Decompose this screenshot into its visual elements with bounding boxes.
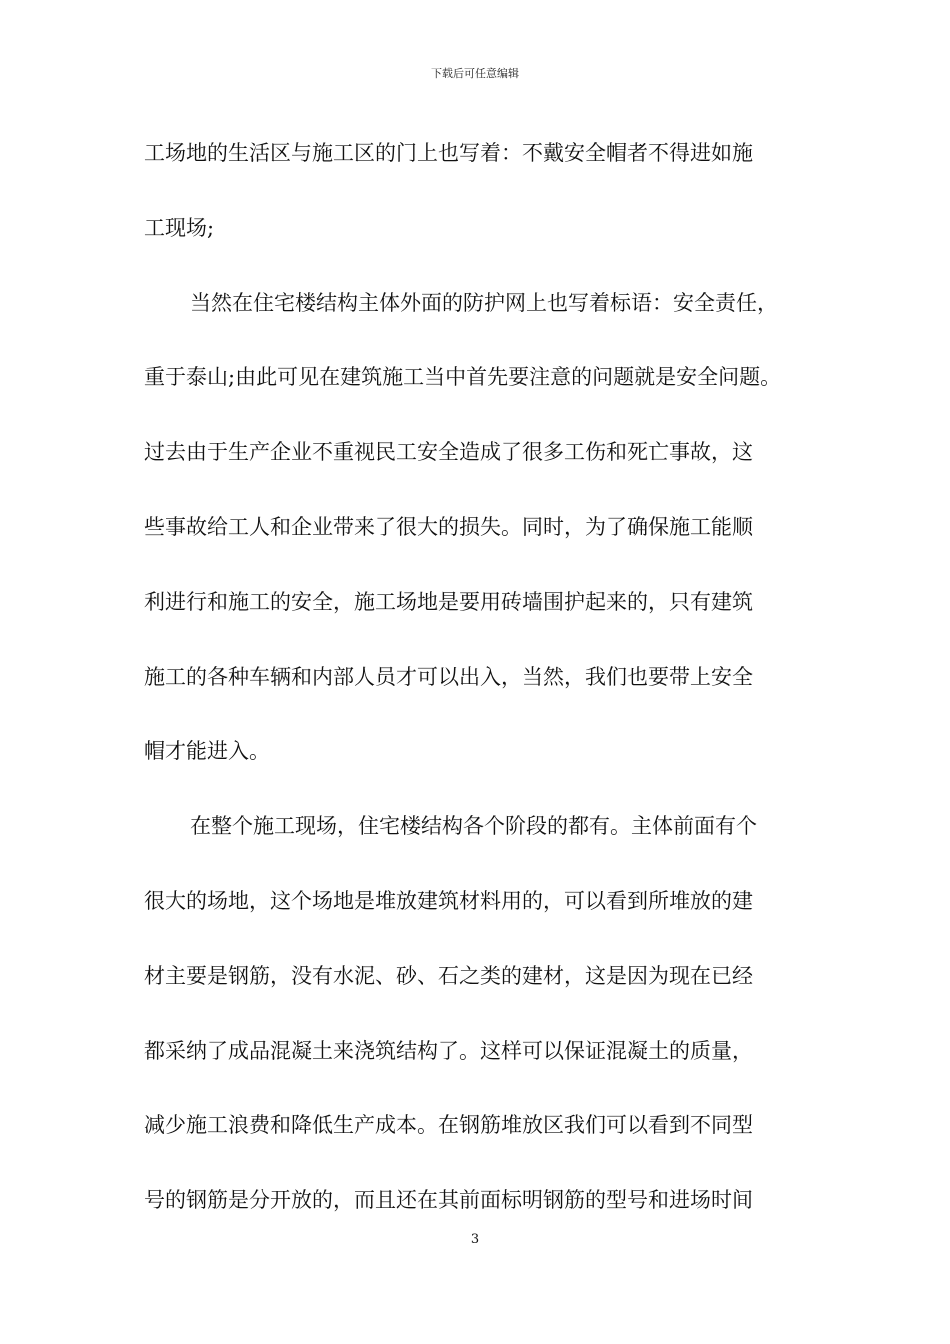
- text-line: 号的钢筋是分开放的，而且还在其前面标明钢筋的型号和进场时间: [144, 1188, 753, 1213]
- text-line: 都采纳了成品混凝土来浇筑结构了。这样可以保证混凝土的质量，: [144, 1038, 753, 1063]
- paragraph-start-line: 在整个施工现场，住宅楼结构各个阶段的都有。主体前面有个: [190, 814, 757, 839]
- text-line: 施工的各种车辆和内部人员才可以出入，当然，我们也要带上安全: [144, 664, 753, 689]
- page-header: 下载后可任意编辑: [431, 67, 519, 80]
- text-line: 些事故给工人和企业带来了很大的损失。同时，为了确保施工能顺: [144, 514, 753, 539]
- text-line: 帽才能进入。: [144, 739, 270, 764]
- text-line: 利进行和施工的安全，施工场地是要用砖墙围护起来的，只有建筑: [144, 589, 753, 614]
- text-line: 重于泰山;由此可见在建筑施工当中首先要注意的问题就是安全问题。: [144, 365, 782, 390]
- text-line: 工场地的生活区与施工区的门上也写着：不戴安全帽者不得进如施: [144, 141, 753, 165]
- page-number: 3: [470, 1232, 480, 1247]
- text-line: 减少施工浪费和降低生产成本。在钢筋堆放区我们可以看到不同型: [144, 1113, 753, 1138]
- paragraph-start-line: 当然在住宅楼结构主体外面的防护网上也写着标语：安全责任，: [190, 290, 778, 315]
- text-line: 过去由于生产企业不重视民工安全造成了很多工伤和死亡事故，这: [144, 440, 753, 465]
- text-line: 很大的场地，这个场地是堆放建筑材料用的，可以看到所堆放的建: [144, 888, 753, 913]
- text-line: 工现场;: [144, 215, 215, 240]
- body-text: [144, 126, 820, 1248]
- text-line: 材主要是钢筋，没有水泥、砂、石之类的建材，这是因为现在已经: [144, 963, 753, 988]
